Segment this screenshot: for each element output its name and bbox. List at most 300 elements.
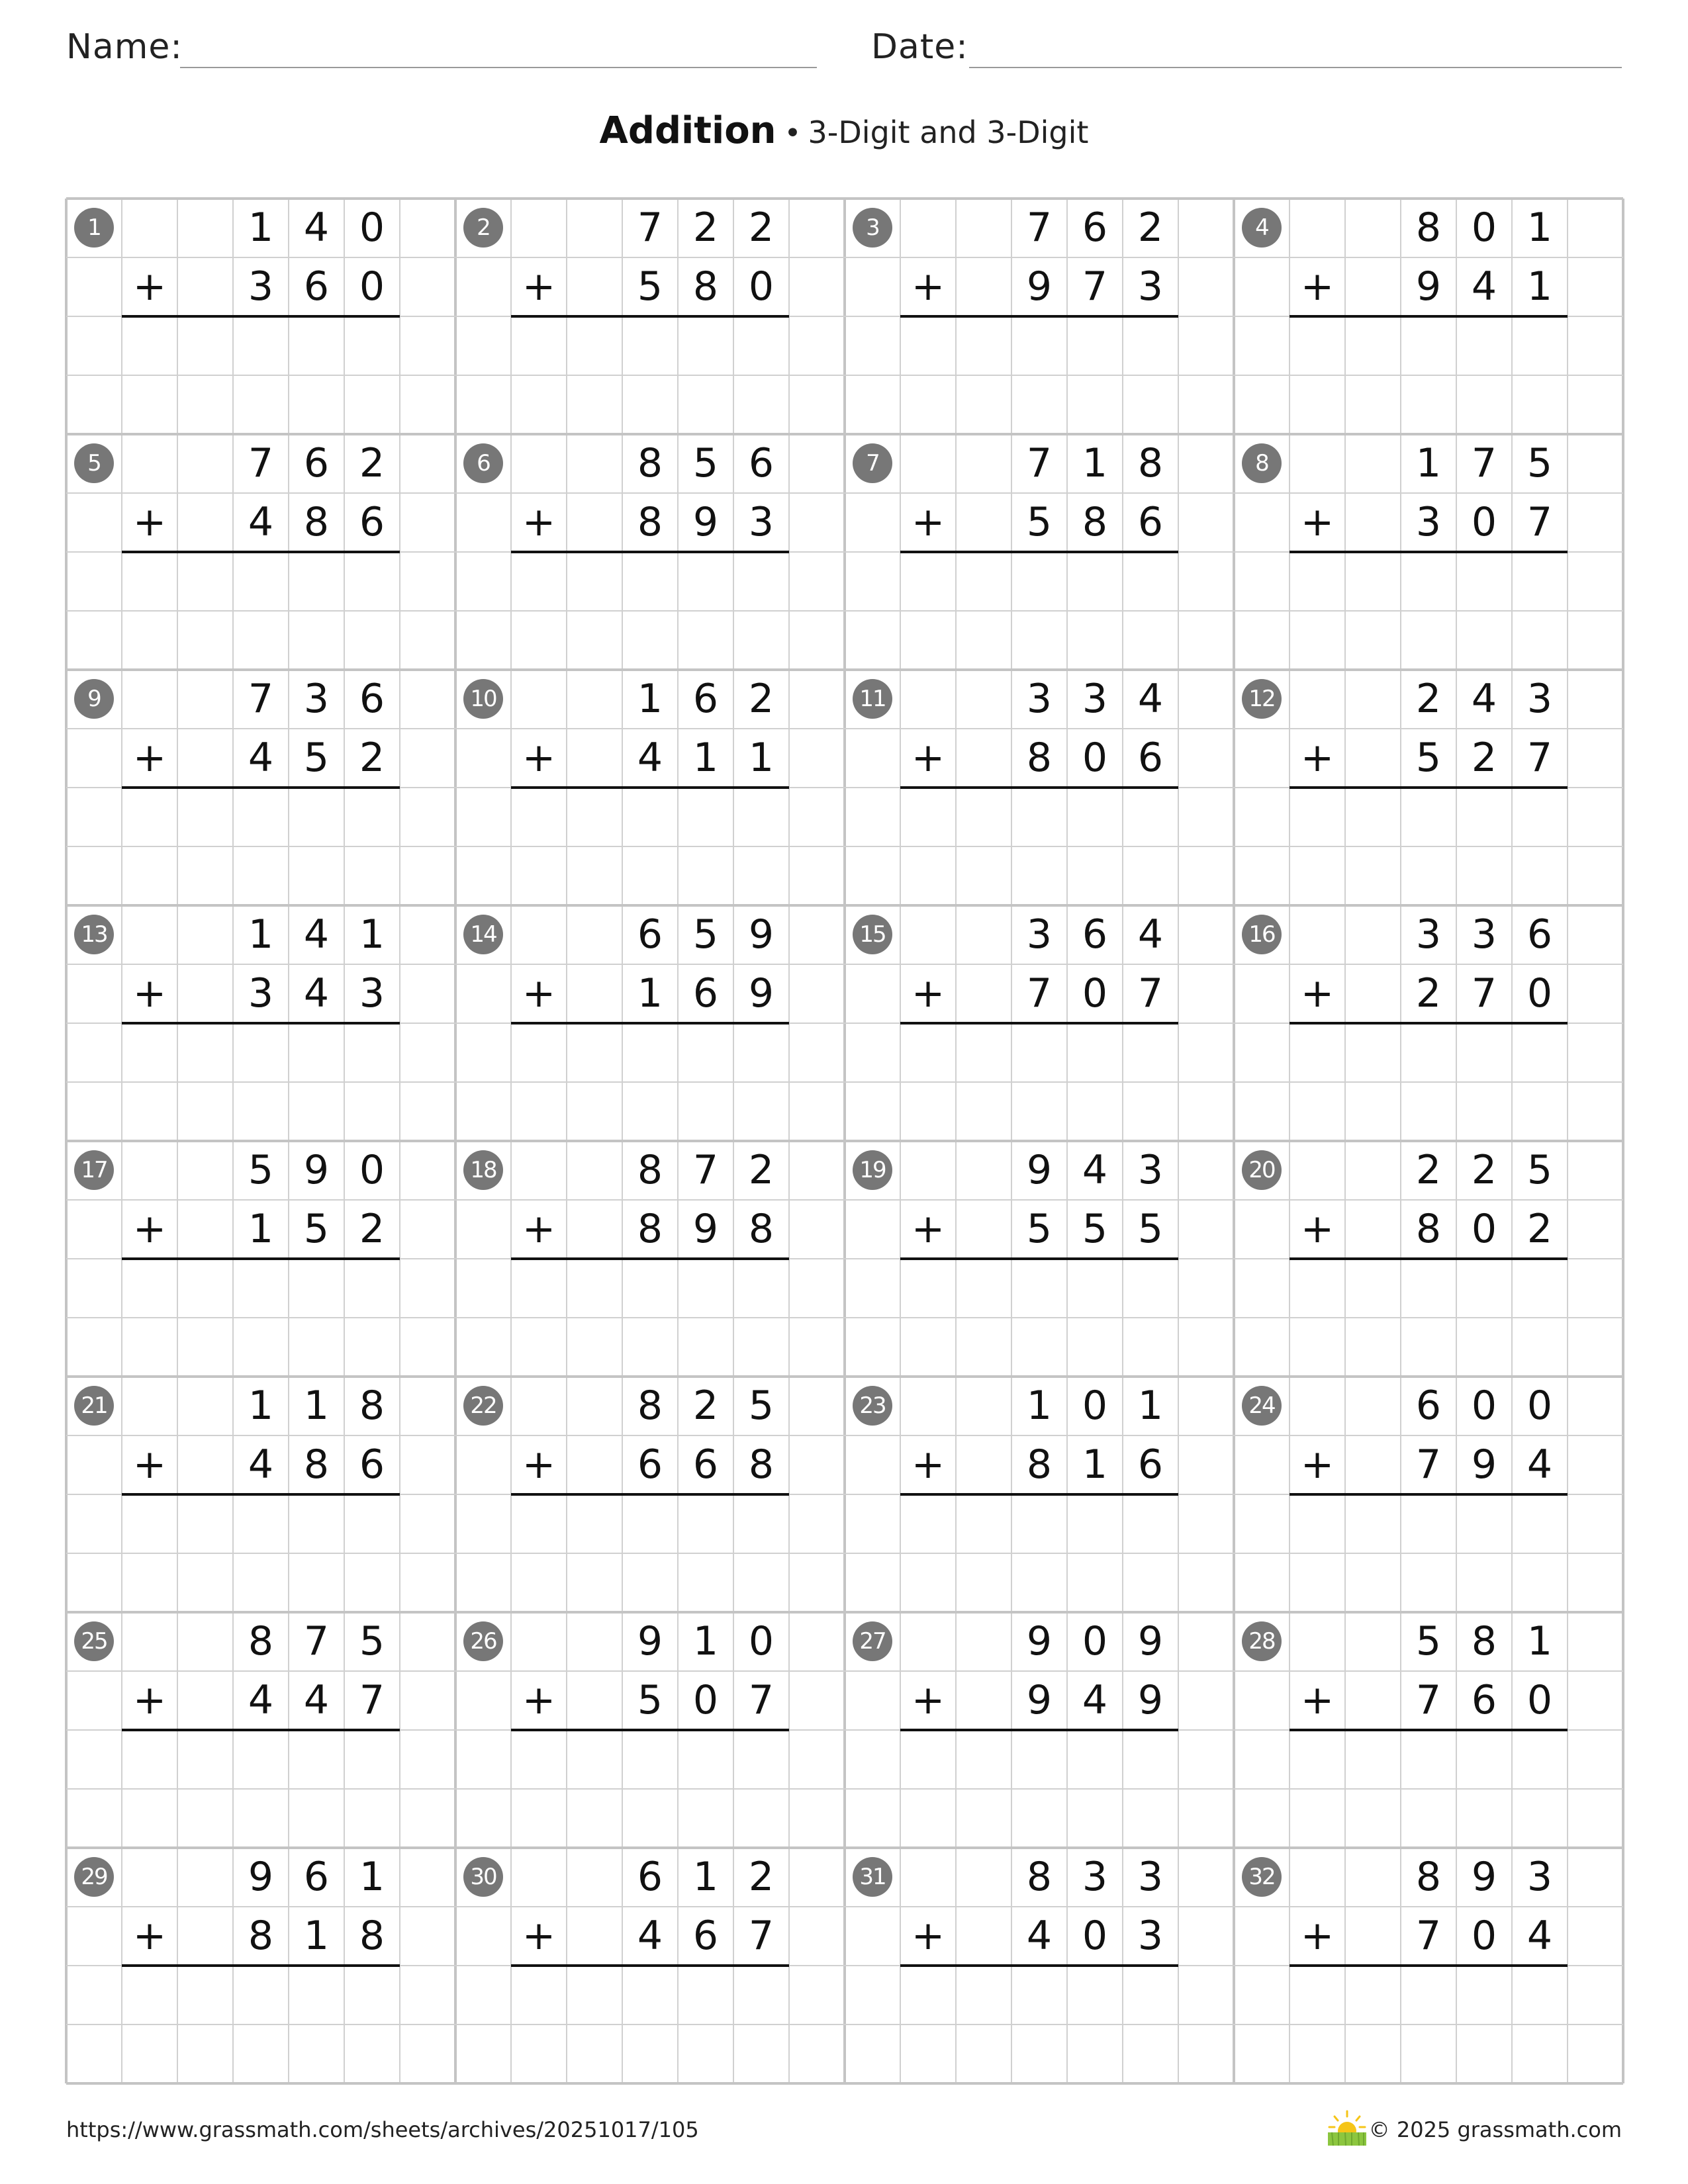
- addend-bottom-digit: 7: [1415, 1913, 1442, 1959]
- addend-top-digit: 0: [1526, 1383, 1553, 1429]
- answer-cell[interactable]: [344, 788, 400, 846]
- addend-top-digit: 5: [248, 1147, 274, 1193]
- plus-sign: +: [522, 1913, 556, 1959]
- addend-top-digit: 1: [637, 676, 663, 722]
- footer-copyright: © 2025 grassmath.com: [1368, 2117, 1622, 2142]
- addend-top-digit: 0: [359, 205, 385, 251]
- addend-top-digit: 6: [1082, 205, 1108, 251]
- answer-cell[interactable]: [622, 1259, 678, 1318]
- addend-bottom-digit: 4: [637, 735, 663, 781]
- plus-sign: +: [522, 735, 556, 781]
- answer-cell[interactable]: [622, 1966, 678, 2025]
- answer-cell[interactable]: [1067, 316, 1123, 375]
- addend-bottom-digit: 8: [359, 1913, 385, 1959]
- addend-top-digit: 3: [1471, 911, 1497, 958]
- plus-sign: +: [1300, 1677, 1335, 1723]
- addend-bottom-digit: 8: [748, 1441, 774, 1488]
- answer-cell[interactable]: [177, 1730, 233, 1789]
- addend-bottom-digit: 9: [1137, 1677, 1164, 1723]
- answer-cell[interactable]: [1345, 1494, 1401, 1553]
- addend-top-digit: 8: [1026, 1854, 1053, 1900]
- addend-bottom-digit: 0: [1082, 1913, 1108, 1959]
- answer-cell[interactable]: [733, 788, 789, 846]
- addend-top-digit: 6: [1526, 911, 1553, 958]
- addend-bottom-digit: 4: [248, 735, 274, 781]
- addend-top-digit: 6: [748, 440, 774, 486]
- problem-number-badge: 18: [463, 1150, 503, 1190]
- plus-sign: +: [522, 1677, 556, 1723]
- plus-sign: +: [911, 735, 945, 781]
- answer-cell[interactable]: [233, 1966, 289, 2025]
- addend-bottom-digit: 8: [1026, 1441, 1053, 1488]
- addend-top-digit: 1: [1026, 1383, 1053, 1429]
- addend-top-digit: 4: [303, 205, 330, 251]
- addend-bottom-digit: 3: [1137, 263, 1164, 310]
- plus-sign: +: [132, 499, 167, 545]
- addend-top-digit: 7: [1026, 205, 1053, 251]
- addend-bottom-digit: 6: [1137, 1441, 1164, 1488]
- addend-top-digit: 8: [1137, 440, 1164, 486]
- problem-number-badge: 15: [853, 915, 892, 954]
- answer-cell[interactable]: [233, 1259, 289, 1318]
- answer-cell[interactable]: [733, 552, 789, 611]
- answer-cell[interactable]: [1067, 1966, 1123, 2025]
- plus-sign: +: [911, 1913, 945, 1959]
- answer-cell[interactable]: [1067, 1023, 1123, 1082]
- addend-bottom-digit: 6: [303, 263, 330, 310]
- addend-bottom-digit: 6: [1137, 499, 1164, 545]
- answer-cell[interactable]: [567, 1023, 622, 1082]
- answer-cell[interactable]: [1067, 1494, 1123, 1553]
- addend-top-digit: 6: [359, 676, 385, 722]
- problem-number-badge: 22: [463, 1386, 503, 1426]
- answer-cell[interactable]: [1345, 1023, 1401, 1082]
- addend-top-digit: 5: [359, 1618, 385, 1664]
- addend-bottom-digit: 2: [1526, 1206, 1553, 1252]
- addend-bottom-digit: 7: [748, 1677, 774, 1723]
- addend-top-digit: 3: [1082, 676, 1108, 722]
- answer-cell[interactable]: [1123, 552, 1178, 611]
- addend-bottom-digit: 0: [1471, 1206, 1497, 1252]
- answer-cell[interactable]: [1011, 1730, 1067, 1789]
- problem-number-badge: 31: [853, 1857, 892, 1897]
- answer-cell[interactable]: [1123, 1259, 1178, 1318]
- answer-cell[interactable]: [733, 1966, 789, 2025]
- answer-cell[interactable]: [344, 552, 400, 611]
- addend-bottom-digit: 9: [692, 499, 719, 545]
- addend-top-digit: 0: [1082, 1383, 1108, 1429]
- answer-cell[interactable]: [1456, 788, 1512, 846]
- answer-cell[interactable]: [956, 1023, 1011, 1082]
- addend-top-digit: 3: [303, 676, 330, 722]
- answer-cell[interactable]: [622, 1023, 678, 1082]
- addend-top-digit: 0: [359, 1147, 385, 1193]
- problem-number-badge: 5: [74, 443, 114, 483]
- answer-cell[interactable]: [177, 1494, 233, 1553]
- problem-number-badge: 1: [74, 208, 114, 248]
- addend-bottom-digit: 0: [1526, 1677, 1553, 1723]
- answer-cell[interactable]: [344, 1259, 400, 1318]
- addend-bottom-digit: 7: [748, 1913, 774, 1959]
- answer-cell[interactable]: [678, 1259, 733, 1318]
- addend-top-digit: 4: [303, 911, 330, 958]
- answer-cell[interactable]: [289, 1023, 344, 1082]
- problem-number-badge: 11: [853, 679, 892, 719]
- answer-cell[interactable]: [956, 1730, 1011, 1789]
- answer-cell[interactable]: [177, 552, 233, 611]
- addend-top-digit: 6: [637, 911, 663, 958]
- plus-sign: +: [911, 1441, 945, 1488]
- answer-cell[interactable]: [733, 316, 789, 375]
- answer-cell[interactable]: [289, 1494, 344, 1553]
- answer-cell[interactable]: [1345, 552, 1401, 611]
- answer-cell[interactable]: [1123, 316, 1178, 375]
- addend-top-digit: 0: [748, 1618, 774, 1664]
- answer-cell[interactable]: [289, 1730, 344, 1789]
- answer-cell[interactable]: [567, 1730, 622, 1789]
- answer-cell[interactable]: [1512, 1023, 1568, 1082]
- answer-cell[interactable]: [1401, 316, 1456, 375]
- addend-bottom-digit: 4: [1026, 1913, 1053, 1959]
- answer-cell[interactable]: [567, 316, 622, 375]
- answer-cell[interactable]: [567, 552, 622, 611]
- answer-cell[interactable]: [1345, 788, 1401, 846]
- answer-cell[interactable]: [733, 1259, 789, 1318]
- plus-sign: +: [522, 1206, 556, 1252]
- addend-top-digit: 1: [1137, 1383, 1164, 1429]
- plus-sign: +: [1300, 735, 1335, 781]
- addend-top-digit: 4: [1471, 676, 1497, 722]
- addend-top-digit: 1: [359, 911, 385, 958]
- addend-top-digit: 1: [692, 1854, 719, 1900]
- addend-top-digit: 2: [748, 1854, 774, 1900]
- plus-sign: +: [911, 1677, 945, 1723]
- answer-cell[interactable]: [1456, 1494, 1512, 1553]
- answer-cell[interactable]: [1401, 788, 1456, 846]
- answer-cell[interactable]: [622, 788, 678, 846]
- addend-bottom-digit: 4: [1471, 263, 1497, 310]
- answer-cell[interactable]: [622, 552, 678, 611]
- answer-cell[interactable]: [622, 1730, 678, 1789]
- addend-bottom-digit: 2: [359, 735, 385, 781]
- problem-number-badge: 28: [1242, 1621, 1282, 1661]
- addend-bottom-digit: 8: [637, 499, 663, 545]
- addend-top-digit: 7: [248, 440, 274, 486]
- answer-cell[interactable]: [1067, 1259, 1123, 1318]
- addend-bottom-digit: 4: [248, 1677, 274, 1723]
- answer-cell[interactable]: [1512, 1966, 1568, 2025]
- addend-top-digit: 7: [1471, 440, 1497, 486]
- addend-top-digit: 8: [359, 1383, 385, 1429]
- answer-cell[interactable]: [678, 1966, 733, 2025]
- problem-number-badge: 21: [74, 1386, 114, 1426]
- addend-top-digit: 6: [637, 1854, 663, 1900]
- addend-bottom-digit: 4: [637, 1913, 663, 1959]
- answer-cell[interactable]: [567, 788, 622, 846]
- plus-sign: +: [522, 263, 556, 310]
- answer-cell[interactable]: [1512, 1494, 1568, 1553]
- answer-cell[interactable]: [1011, 1494, 1067, 1553]
- footer-url: https://www.grassmath.com/sheets/archives/20251017/105: [66, 2117, 699, 2142]
- answer-cell[interactable]: [1123, 1023, 1178, 1082]
- answer-cell[interactable]: [1512, 552, 1568, 611]
- answer-cell[interactable]: [289, 316, 344, 375]
- answer-cell[interactable]: [233, 788, 289, 846]
- addend-bottom-digit: 5: [1137, 1206, 1164, 1252]
- addend-bottom-digit: 8: [248, 1913, 274, 1959]
- addend-top-digit: 7: [248, 676, 274, 722]
- answer-cell[interactable]: [1011, 316, 1067, 375]
- answer-cell[interactable]: [1512, 788, 1568, 846]
- answer-cell[interactable]: [567, 1259, 622, 1318]
- addend-top-digit: 7: [1026, 440, 1053, 486]
- answer-cell[interactable]: [678, 316, 733, 375]
- addend-bottom-digit: 5: [1415, 735, 1442, 781]
- plus-sign: +: [1300, 970, 1335, 1017]
- answer-cell[interactable]: [733, 1494, 789, 1553]
- addend-top-digit: 4: [1082, 1147, 1108, 1193]
- answer-cell[interactable]: [1123, 788, 1178, 846]
- addend-bottom-digit: 2: [359, 1206, 385, 1252]
- answer-cell[interactable]: [1512, 316, 1568, 375]
- answer-cell[interactable]: [1067, 1730, 1123, 1789]
- addend-bottom-digit: 5: [303, 735, 330, 781]
- addend-bottom-digit: 7: [1471, 970, 1497, 1017]
- addend-bottom-digit: 2: [1415, 970, 1442, 1017]
- answer-cell[interactable]: [1011, 1259, 1067, 1318]
- answer-cell[interactable]: [344, 1966, 400, 2025]
- answer-cell[interactable]: [344, 316, 400, 375]
- addend-bottom-digit: 4: [248, 1441, 274, 1488]
- addend-top-digit: 6: [303, 1854, 330, 1900]
- plus-sign: +: [911, 1206, 945, 1252]
- addend-bottom-digit: 6: [692, 1441, 719, 1488]
- plus-sign: +: [1300, 499, 1335, 545]
- addend-top-digit: 5: [1526, 1147, 1553, 1193]
- addend-bottom-digit: 5: [1026, 499, 1053, 545]
- addend-bottom-digit: 3: [1415, 499, 1442, 545]
- addend-top-digit: 3: [1137, 1854, 1164, 1900]
- plus-sign: +: [522, 499, 556, 545]
- answer-cell[interactable]: [289, 1259, 344, 1318]
- addend-top-digit: 5: [692, 911, 719, 958]
- answer-cell[interactable]: [1345, 1730, 1401, 1789]
- addend-bottom-digit: 1: [692, 735, 719, 781]
- addend-top-digit: 2: [1471, 1147, 1497, 1193]
- answer-cell[interactable]: [1345, 1966, 1401, 2025]
- answer-cell[interactable]: [1456, 1966, 1512, 2025]
- answer-cell[interactable]: [678, 1494, 733, 1553]
- answer-cell[interactable]: [344, 1494, 400, 1553]
- addend-top-digit: 1: [303, 1383, 330, 1429]
- problem-number-badge: 17: [74, 1150, 114, 1190]
- answer-cell[interactable]: [1011, 788, 1067, 846]
- addend-top-digit: 1: [1415, 440, 1442, 486]
- answer-cell[interactable]: [177, 316, 233, 375]
- addend-bottom-digit: 3: [748, 499, 774, 545]
- date-label: Date:: [871, 27, 968, 67]
- addend-bottom-digit: 6: [1471, 1677, 1497, 1723]
- answer-cell[interactable]: [289, 788, 344, 846]
- answer-cell[interactable]: [1456, 1023, 1512, 1082]
- answer-cell[interactable]: [177, 1966, 233, 2025]
- answer-cell[interactable]: [1456, 316, 1512, 375]
- answer-cell[interactable]: [1345, 1259, 1401, 1318]
- addend-bottom-digit: 1: [1526, 263, 1553, 310]
- answer-cell[interactable]: [233, 316, 289, 375]
- addend-top-digit: 3: [1026, 676, 1053, 722]
- problem-number-badge: 9: [74, 679, 114, 719]
- addend-top-digit: 5: [748, 1383, 774, 1429]
- addend-bottom-digit: 0: [692, 1677, 719, 1723]
- addend-top-digit: 1: [359, 1854, 385, 1900]
- addend-bottom-digit: 4: [303, 1677, 330, 1723]
- plus-sign: +: [1300, 1913, 1335, 1959]
- answer-cell[interactable]: [678, 1730, 733, 1789]
- answer-cell[interactable]: [1512, 1259, 1568, 1318]
- answer-cell[interactable]: [1401, 1494, 1456, 1553]
- answer-cell[interactable]: [678, 552, 733, 611]
- addend-bottom-digit: 6: [692, 1913, 719, 1959]
- addend-top-digit: 1: [692, 1618, 719, 1664]
- answer-cell[interactable]: [567, 1966, 622, 2025]
- problem-number-badge: 16: [1242, 915, 1282, 954]
- answer-cell[interactable]: [1401, 1730, 1456, 1789]
- problem-number-badge: 4: [1242, 208, 1282, 248]
- plus-sign: +: [132, 1913, 167, 1959]
- answer-cell[interactable]: [177, 788, 233, 846]
- answer-cell[interactable]: [289, 1966, 344, 2025]
- name-label: Name:: [66, 27, 183, 67]
- addend-top-digit: 9: [1026, 1147, 1053, 1193]
- answer-cell[interactable]: [1067, 788, 1123, 846]
- addend-top-digit: 3: [1526, 1854, 1553, 1900]
- addend-top-digit: 8: [248, 1618, 274, 1664]
- addend-bottom-digit: 8: [748, 1206, 774, 1252]
- addend-bottom-digit: 3: [1137, 1913, 1164, 1959]
- addend-top-digit: 4: [1137, 676, 1164, 722]
- answer-cell[interactable]: [177, 1023, 233, 1082]
- title-separator: •: [784, 116, 802, 150]
- answer-cell[interactable]: [733, 1730, 789, 1789]
- addend-bottom-digit: 9: [748, 970, 774, 1017]
- addend-bottom-digit: 0: [1082, 970, 1108, 1017]
- plus-sign: +: [1300, 1206, 1335, 1252]
- answer-cell[interactable]: [1401, 1966, 1456, 2025]
- addend-top-digit: 9: [1471, 1854, 1497, 1900]
- answer-cell[interactable]: [1011, 552, 1067, 611]
- addend-bottom-digit: 7: [1526, 735, 1553, 781]
- answer-cell[interactable]: [1123, 1966, 1178, 2025]
- addend-top-digit: 1: [1526, 205, 1553, 251]
- answer-cell[interactable]: [233, 1023, 289, 1082]
- plus-sign: +: [132, 1206, 167, 1252]
- problem-number-badge: 32: [1242, 1857, 1282, 1897]
- answer-cell[interactable]: [622, 1494, 678, 1553]
- addend-bottom-digit: 7: [1026, 970, 1053, 1017]
- answer-cell[interactable]: [1512, 1730, 1568, 1789]
- problem-number-badge: 26: [463, 1621, 503, 1661]
- problem-number-badge: 7: [853, 443, 892, 483]
- addend-bottom-digit: 7: [1526, 499, 1553, 545]
- answer-cell[interactable]: [177, 1259, 233, 1318]
- addend-top-digit: 9: [637, 1618, 663, 1664]
- addend-bottom-digit: 8: [303, 1441, 330, 1488]
- answer-cell[interactable]: [956, 1494, 1011, 1553]
- answer-cell[interactable]: [1345, 316, 1401, 375]
- answer-cell[interactable]: [678, 788, 733, 846]
- answer-cell[interactable]: [1401, 1259, 1456, 1318]
- addend-top-digit: 0: [1471, 205, 1497, 251]
- addend-top-digit: 7: [637, 205, 663, 251]
- answer-cell[interactable]: [1456, 1259, 1512, 1318]
- answer-cell[interactable]: [233, 1494, 289, 1553]
- plus-sign: +: [522, 1441, 556, 1488]
- addend-bottom-digit: 7: [359, 1677, 385, 1723]
- answer-cell[interactable]: [1067, 552, 1123, 611]
- answer-cell[interactable]: [289, 552, 344, 611]
- addend-top-digit: 8: [637, 440, 663, 486]
- answer-cell[interactable]: [567, 1494, 622, 1553]
- addend-top-digit: 2: [692, 205, 719, 251]
- addend-bottom-digit: 4: [1082, 1677, 1108, 1723]
- answer-cell[interactable]: [956, 316, 1011, 375]
- answer-cell[interactable]: [233, 552, 289, 611]
- answer-cell[interactable]: [233, 1730, 289, 1789]
- problem-number-badge: 20: [1242, 1150, 1282, 1190]
- addend-top-digit: 6: [1082, 911, 1108, 958]
- addend-top-digit: 5: [1526, 440, 1553, 486]
- answer-cell[interactable]: [344, 1730, 400, 1789]
- addend-bottom-digit: 5: [637, 1677, 663, 1723]
- addend-bottom-digit: 9: [692, 1206, 719, 1252]
- answer-cell[interactable]: [733, 1023, 789, 1082]
- answer-cell[interactable]: [1011, 1966, 1067, 2025]
- answer-cell[interactable]: [1401, 552, 1456, 611]
- answer-cell[interactable]: [344, 1023, 400, 1082]
- problem-number-badge: 25: [74, 1621, 114, 1661]
- answer-cell[interactable]: [678, 1023, 733, 1082]
- answer-cell[interactable]: [956, 1259, 1011, 1318]
- answer-cell[interactable]: [1456, 1730, 1512, 1789]
- answer-cell[interactable]: [1123, 1494, 1178, 1553]
- answer-cell[interactable]: [1456, 552, 1512, 611]
- answer-cell[interactable]: [956, 788, 1011, 846]
- plus-sign: +: [132, 970, 167, 1017]
- addend-bottom-digit: 5: [1026, 1206, 1053, 1252]
- answer-cell[interactable]: [1401, 1023, 1456, 1082]
- plus-sign: +: [911, 263, 945, 310]
- addend-top-digit: 9: [1137, 1618, 1164, 1664]
- addend-top-digit: 3: [1082, 1854, 1108, 1900]
- addend-bottom-digit: 0: [748, 263, 774, 310]
- sun-over-grass-icon: [1325, 2109, 1369, 2148]
- answer-cell[interactable]: [956, 552, 1011, 611]
- addend-top-digit: 3: [1526, 676, 1553, 722]
- addend-bottom-digit: 1: [1082, 1441, 1108, 1488]
- addend-top-digit: 5: [1415, 1618, 1442, 1664]
- plus-sign: +: [132, 263, 167, 310]
- addend-top-digit: 9: [248, 1854, 274, 1900]
- answer-cell[interactable]: [956, 1966, 1011, 2025]
- addend-top-digit: 7: [692, 1147, 719, 1193]
- addend-bottom-digit: 6: [1137, 735, 1164, 781]
- answer-cell[interactable]: [1011, 1023, 1067, 1082]
- answer-cell[interactable]: [1123, 1730, 1178, 1789]
- answer-cell[interactable]: [622, 316, 678, 375]
- addend-bottom-digit: 8: [1082, 499, 1108, 545]
- addend-bottom-digit: 5: [303, 1206, 330, 1252]
